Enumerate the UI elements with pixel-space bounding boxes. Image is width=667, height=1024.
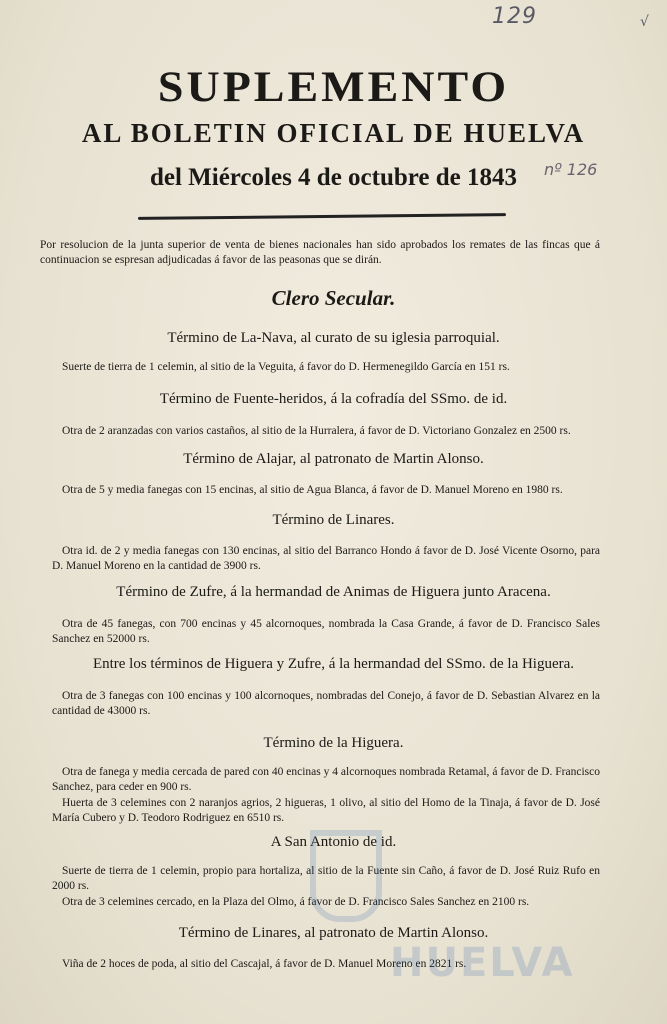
block-heading: A San Antonio de id. <box>270 834 397 850</box>
shield-icon <box>310 830 382 922</box>
folio-number: 129 <box>492 4 537 29</box>
block-heading: Término de Linares. <box>272 512 395 528</box>
entry-paragraph: Otra de 3 fanegas con 100 encinas y 100 alcornoques, nombradas del Conejo, á favor de D. Sebastian Alvarez en la cantidad de 43000 rs. <box>52 690 600 717</box>
document-date: del Miércoles 4 de octubre de 1843 <box>149 164 518 191</box>
entry-paragraph: Suerte de tierra de 1 celemin, propio para hortaliza, al sitio de la Fuente sin Caño, á favor de D. José Ruiz Rufo en 2000 rs. <box>52 865 600 892</box>
entry-paragraph: Otra de fanega y media cercada de pared con 40 encinas y 4 alcornoques nombrada Retamal, á favor de D. Francisco Sanchez, para ceder en 900 rs. <box>52 766 600 793</box>
block-heading: Término de Zufre, á la hermandad de Animas de Higuera junto Aracena. <box>116 584 551 600</box>
handwritten-number: nº 126 <box>544 160 598 179</box>
block-heading: Término de Alajar, al patronato de Martin Alonso. <box>183 451 484 467</box>
block-heading: Entre los términos de Higuera y Zufre, á la hermandad del SSmo. de la Higuera. <box>92 656 575 672</box>
entry-paragraph: Otra de 3 celemines cercado, en la Plaza del Olmo, á favor de D. Francisco Sales Sanchez en 2100 rs. <box>62 896 530 908</box>
title-rule <box>138 213 506 220</box>
document-title: SUPLEMENTO <box>157 62 510 111</box>
check-mark: √ <box>640 14 649 30</box>
block-heading: Término de Linares, al patronato de Martin Alonso. <box>178 925 489 941</box>
intro-paragraph: Por resolucion de la junta superior de venta de bienes nacionales han sido aprobados los remates de las fincas que á continuacion se espresan adjudicadas á favor de las peasonas que se dirán. <box>40 239 600 266</box>
entry-paragraph: Otra de 45 fanegas, con 700 encinas y 45 alcornoques, nombrada la Casa Grande, á favor de D. Francisco Sales Sanchez en 52000 rs. <box>52 618 600 645</box>
block-heading: Término de la Higuera. <box>263 735 404 751</box>
watermark <box>300 830 600 986</box>
entry-paragraph: Otra de 2 aranzadas con varios castaños, al sitio de la Hurralera, á favor de D. Victoriano Gonzalez en 2500 rs. <box>62 425 571 437</box>
section-title: Clero Secular. <box>271 286 396 310</box>
entry-paragraph: Huerta de 3 celemines con 2 naranjos agrios, 2 higueras, 1 olivo, al sitio del Homo de la Tinaja, á favor de D. José María Cubero y D. Teodoro Rodriguez en 6510 rs. <box>52 797 600 824</box>
entry-paragraph: Otra id. de 2 y media fanegas con 130 encinas, al sitio del Barranco Hondo á favor de D. José Vicente Osorno, para D. Manuel Moreno en la cantidad de 3900 rs. <box>52 545 600 572</box>
block-heading: Término de La-Nava, al curato de su iglesia parroquial. <box>167 330 500 346</box>
watermark-text: HUELVA <box>390 940 575 986</box>
block-heading: Término de Fuente-heridos, á la cofradía del SSmo. de id. <box>159 391 508 407</box>
entry-paragraph: Suerte de tierra de 1 celemin, al sitio de la Veguita, á favor do D. Hermenegildo García en 151 rs. <box>62 361 510 373</box>
entry-paragraph: Viña de 2 hoces de poda, al sitio del Cascajal, á favor de D. Manuel Moreno en 2821 rs. <box>62 958 467 970</box>
document-subtitle: AL BOLETIN OFICIAL DE HUELVA <box>81 118 586 148</box>
entry-paragraph: Otra de 5 y media fanegas con 15 encinas, al sitio de Agua Blanca, á favor de D. Manuel Moreno en 1980 rs. <box>62 484 563 496</box>
